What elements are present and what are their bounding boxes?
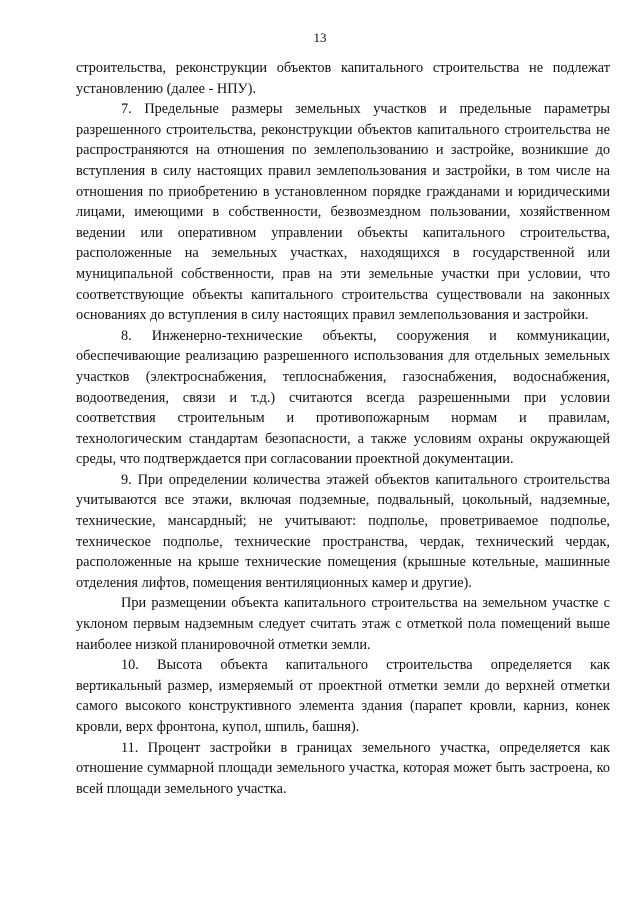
paragraph-item-9: 9. При определении количества этажей объектов капитального строительства учитываются все этажи, включая подземные, подвальный, цокольный, надземные, технические, мансардный; не учитывают: подполье, проветриваемое подполье, техническое подполье, технические пространства, чердак, технический чердак, расположенные на крыше технические помещения (крышные котельные, машинные отделения лифтов, помещения вентиляционных камер и другие).: [76, 471, 610, 591]
paragraph-item-8: 8. Инженерно-технические объекты, сооружения и коммуникации, обеспечивающие реализацию разрешенного использования для отдельных земельных участков (электроснабжения, теплоснабжения, газоснабжения, водоснабжения, водоотведения, связи и т.д.) считаются всегда разрешенными при условии соответствия строительным и противопожарным нормам и правилам, технологическим стандартам безопасности, а также условиям охраны окружающей среды, что подтверждается при согласовании проектной документации.: [76, 327, 610, 468]
document-body: [76, 58, 610, 799]
paragraph-item-7: 7. Предельные размеры земельных участков и предельные параметры разрешенного строительства, реконструкции объектов капитального строительства не распространяются на отношения по землепользованию и застройке, возникшие до вступления в силу настоящих правил землепользования и застройки, в том числе на отношения по приобретению в установленном порядке гражданами и юридическими лицами, имеющими в собственности, безвозмездном пользовании, хозяйственном ведении или оперативном управлении объекты капитального строительства, расположенные на земельных участках, находящихся в государственной или муниципальной собственности, прав на эти земельные участки при условии, что соответствующие объекты капитального строительства существовали на законных основаниях до вступления в силу настоящих правил землепользования и застройки.: [76, 101, 610, 324]
paragraph-item-11: 11. Процент застройки в границах земельного участка, определяется как отношение суммарной площади земельного участка, которая может быть застроена, ко всей площади земельного участка.: [76, 739, 610, 797]
paragraph-item-10: 10. Высота объекта капитального строительства определяется как вертикальный размер, измеряемый от проектной отметки земли до верхней отметки самого высокого конструктивного элемента здания (парапет кровли, карниз, конек кровли, верх фронтона, купол, шпиль, башня).: [76, 657, 610, 735]
paragraph-continuation: строительства, реконструкции объектов капитального строительства не подлежат установлению (далее - НПУ).: [76, 60, 610, 97]
paragraph-item-9-note: При размещении объекта капитального строительства на земельном участке с уклоном первым надземным следует считать этаж с отметкой пола помещений выше наиболее низкой планировочной отметки земли.: [76, 595, 610, 653]
page-number: 13: [313, 30, 327, 45]
